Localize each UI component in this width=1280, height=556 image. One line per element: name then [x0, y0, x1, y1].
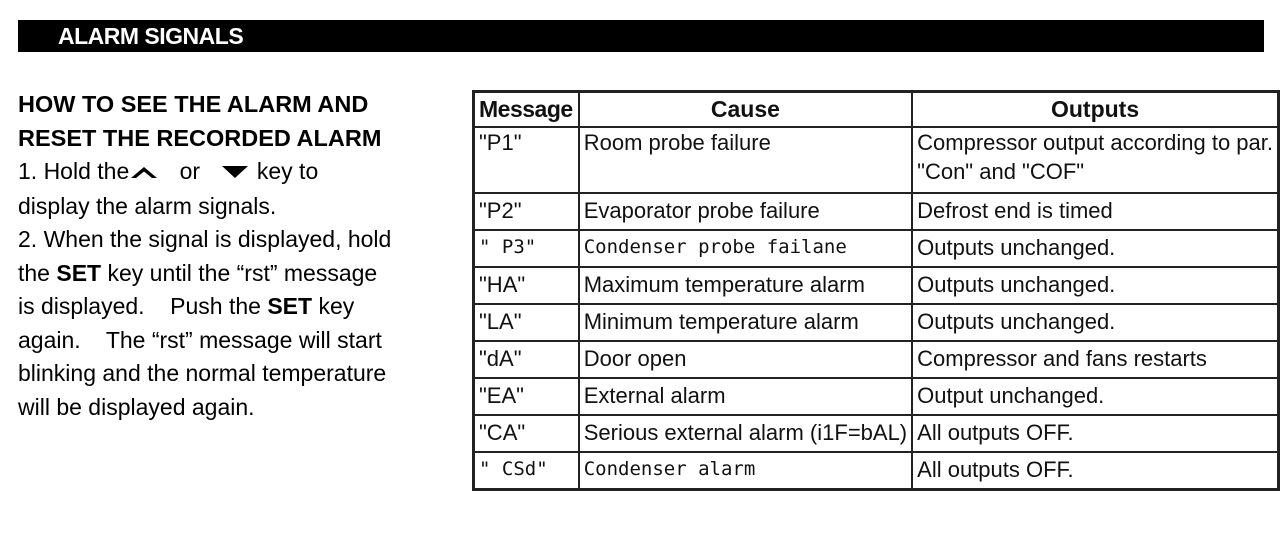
outputs-cell: All outputs OFF. [912, 452, 1278, 490]
table-row [474, 193, 1279, 230]
table-row [474, 452, 1279, 490]
message-cell: "HA" [474, 267, 579, 304]
outputs-cell [912, 127, 1278, 193]
outputs-cell: Outputs unchanged. [912, 230, 1278, 267]
cause-cell: Room probe failure [579, 127, 912, 193]
section-title: ALARM SIGNALS [58, 23, 244, 49]
step2-line5: blinking and the normal temperature [18, 360, 387, 387]
step2-line3-c: key [318, 293, 355, 320]
instructions-heading-line2: RESET THE RECORDED ALARM [18, 124, 382, 151]
header-cause: Cause [579, 92, 912, 128]
message-cell: "P2" [474, 193, 579, 230]
message-cell: "LA" [474, 304, 579, 341]
set-key-label: SET [267, 293, 313, 320]
step1-prefix: 1. Hold the [18, 158, 130, 184]
table-header-row [474, 92, 1279, 128]
step2-line4-b: The “rst” message will start [105, 326, 382, 353]
cause-cell: Door open [579, 341, 912, 378]
cause-cell: Evaporator probe failure [579, 193, 912, 230]
down-arrow-key-icon [220, 156, 250, 190]
step2-line4 [18, 324, 458, 358]
step1-or: or [179, 158, 201, 184]
table-row [474, 267, 1279, 304]
header-message: Message [474, 92, 579, 128]
cause-cell: Minimum temperature alarm [579, 304, 912, 341]
table-row [474, 127, 1279, 193]
message-cell: "dA" [474, 341, 579, 378]
cause-cell: Condenser probe failane [579, 230, 912, 267]
table-row [474, 304, 1279, 341]
table-row [474, 378, 1279, 415]
step2-line1: 2. When the signal is displayed, hold [18, 226, 392, 253]
outputs-cell: Defrost end is timed [912, 193, 1278, 230]
instructions-heading-line1: HOW TO SEE THE ALARM AND [18, 91, 369, 117]
cause-cell: Serious external alarm (i1F=bAL) [579, 415, 912, 452]
step1-line2: display the alarm signals. [18, 192, 277, 219]
table-row [474, 230, 1279, 267]
outputs-cell: Compressor and fans restarts [912, 341, 1278, 378]
message-cell: " P3" [474, 230, 579, 267]
step1-suffix: key to [256, 158, 319, 184]
section-banner [18, 20, 1264, 52]
table-row [474, 415, 1279, 452]
outputs-line1: Compressor output according to par. [917, 130, 1273, 155]
cause-cell: Condenser alarm [579, 452, 912, 490]
message-cell: "P1" [474, 127, 579, 193]
header-outputs: Outputs [912, 92, 1278, 128]
outputs-line2: "Con" and "COF" [917, 159, 1085, 184]
step2-line4-a: again. [18, 326, 81, 353]
step1-line [18, 155, 458, 190]
table-row [474, 341, 1279, 378]
outputs-cell: Output unchanged. [912, 378, 1278, 415]
outputs-cell: All outputs OFF. [912, 415, 1278, 452]
set-key-label: SET [56, 259, 102, 286]
message-cell: " CSd" [474, 452, 579, 490]
step2-the: the [18, 259, 50, 286]
step2-line2-rest: key until the “rst” message [107, 259, 378, 286]
step2-line3-b: Push the [170, 293, 261, 320]
outputs-cell: Outputs unchanged. [912, 304, 1278, 341]
up-arrow-key-icon [129, 156, 159, 190]
cause-cell: External alarm [579, 378, 912, 415]
message-cell: "CA" [474, 415, 579, 452]
step2-line3 [18, 290, 458, 324]
instructions-block [18, 88, 458, 424]
cause-cell: Maximum temperature alarm [579, 267, 912, 304]
message-cell: "EA" [474, 378, 579, 415]
step2-line3-a: is displayed. [18, 293, 145, 320]
outputs-cell: Outputs unchanged. [912, 267, 1278, 304]
step2-line2 [18, 257, 458, 291]
alarm-signals-table [472, 90, 1280, 491]
step2-line6: will be displayed again. [18, 393, 255, 420]
